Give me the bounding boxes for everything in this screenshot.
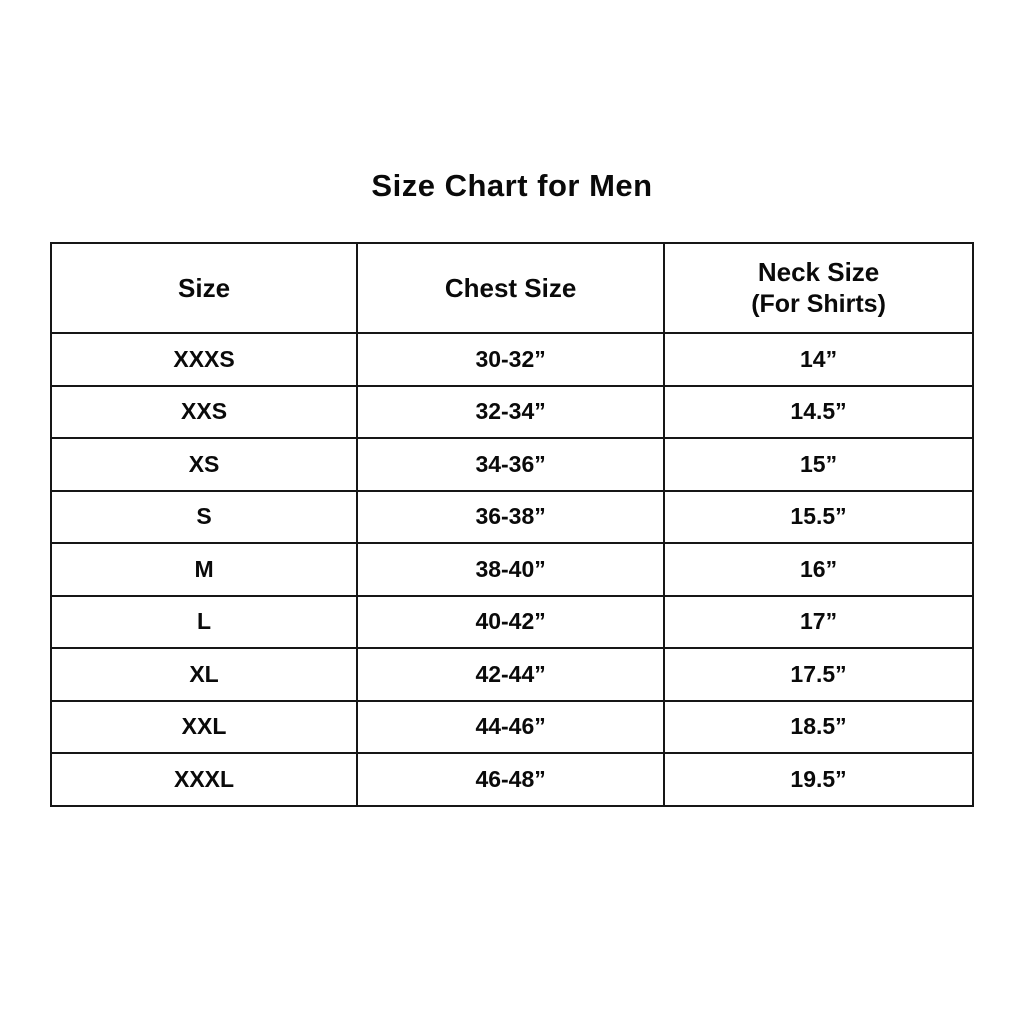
chest-size-cell: 32-34” [357,386,664,439]
table-header-row [51,243,973,333]
neck-size-cell: 15” [664,438,973,491]
chest-size-cell: 38-40” [357,543,664,596]
column-header-chest-size: Chest Size [357,243,664,333]
size-cell: XS [51,438,357,491]
size-cell: M [51,543,357,596]
neck-size-cell: 16” [664,543,973,596]
size-cell: S [51,491,357,544]
table-row [51,701,973,754]
table-row [51,491,973,544]
table-row [51,648,973,701]
size-chart-table [50,242,974,807]
neck-size-cell: 14.5” [664,386,973,439]
neck-size-cell: 17” [664,596,973,649]
page-title: Size Chart for Men [371,168,653,203]
neck-size-cell: 18.5” [664,701,973,754]
column-header-size: Size [51,243,357,333]
neck-size-header-label: Neck Size [757,257,880,288]
neck-size-cell: 17.5” [664,648,973,701]
size-cell: XL [51,648,357,701]
table-row [51,596,973,649]
chest-size-cell: 36-38” [357,491,664,544]
table-row [51,333,973,386]
table-row [51,386,973,439]
size-cell: XXXL [51,753,357,806]
chest-size-cell: 42-44” [357,648,664,701]
chest-size-cell: 34-36” [357,438,664,491]
neck-size-cell: 15.5” [664,491,973,544]
chest-size-cell: 30-32” [357,333,664,386]
neck-size-cell: 14” [664,333,973,386]
size-cell: XXXS [51,333,357,386]
size-cell: XXS [51,386,357,439]
size-cell: XXL [51,701,357,754]
column-header-neck-size [664,243,973,333]
table-row [51,753,973,806]
chest-size-cell: 44-46” [357,701,664,754]
table-row [51,543,973,596]
table-row [51,438,973,491]
chest-size-cell: 46-48” [357,753,664,806]
size-cell: L [51,596,357,649]
neck-size-header-sublabel: (For Shirts) [751,289,886,318]
neck-size-cell: 19.5” [664,753,973,806]
chest-size-cell: 40-42” [357,596,664,649]
